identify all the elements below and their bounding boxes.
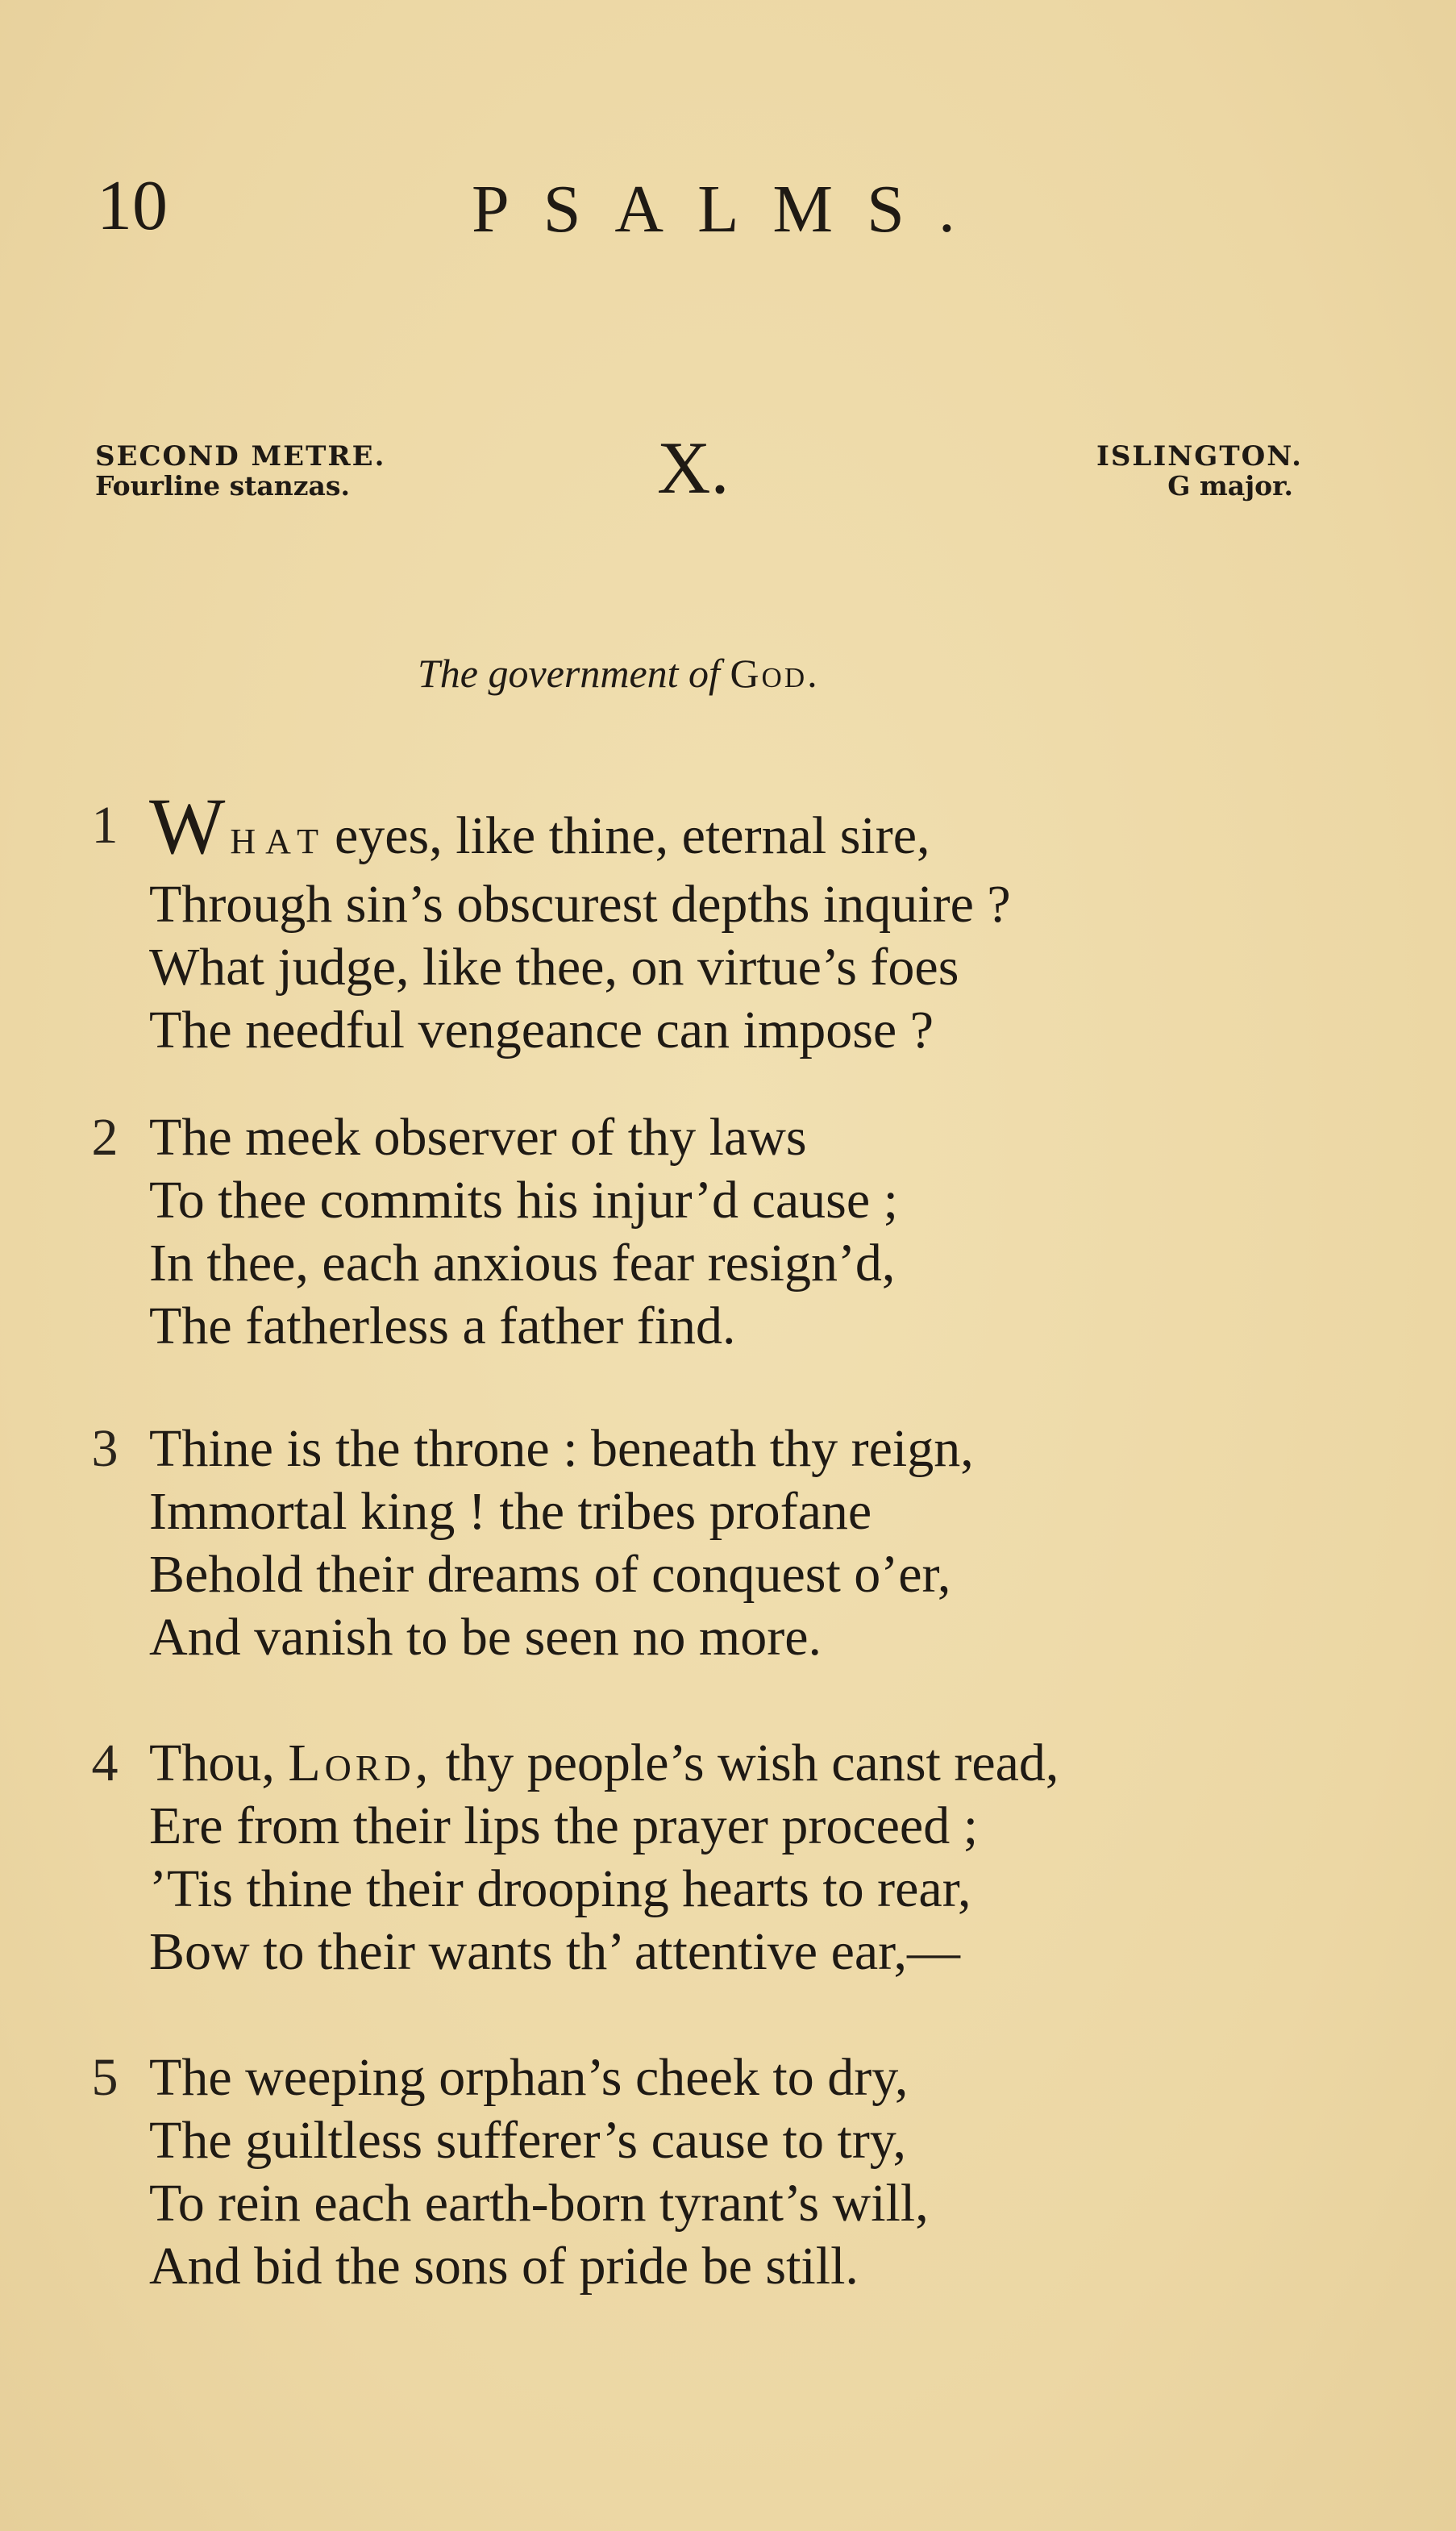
stanza-number: 1	[91, 796, 119, 855]
psalm-subject	[418, 651, 820, 696]
verse-line: And vanish to be seen no more.	[149, 1608, 822, 1667]
subject-word: government	[488, 651, 679, 696]
tune-info	[1096, 442, 1303, 502]
stanza-lines	[149, 2046, 929, 2298]
drop-cap: W	[149, 781, 226, 871]
verse-line: Through sin’s obscurest depths inquire ?	[149, 875, 1011, 934]
verse-line: Behold their dreams of conquest o’er,	[149, 1545, 951, 1604]
verse-line: ’Tis thine their drooping hearts to rear,	[149, 1859, 971, 1918]
verse-line: What judge, like thee, on virtue’s foes	[149, 938, 959, 997]
verse-line: The meek observer of thy laws	[149, 1108, 807, 1167]
verse-line	[149, 781, 1011, 873]
verse-text: Thou,	[149, 1734, 275, 1792]
verse-line: The fatherless a father find.	[149, 1297, 736, 1355]
stanza-number: 4	[91, 1734, 119, 1792]
verse-line: And bid the sons of pride be still.	[149, 2237, 859, 2296]
verse-text: eyes, like thine, eternal sire,	[334, 806, 930, 865]
metre-label: SECOND METRE.	[95, 440, 386, 472]
tune-name: ISLINGTON.	[1096, 440, 1303, 472]
verse-text: thy people’s wish canst read,	[445, 1734, 1059, 1792]
stanza-lines	[149, 781, 1011, 1062]
verse-line: Thine is the throne : beneath thy reign,	[149, 1419, 974, 1478]
verse-line: Immortal king ! the tribes profane	[149, 1482, 872, 1541]
verse-line	[149, 1732, 1059, 1795]
verse-line: The weeping orphan’s cheek to dry,	[149, 2048, 909, 2107]
subject-word: God.	[730, 651, 820, 696]
subject-word: of	[688, 651, 720, 696]
stanza-lines	[149, 1106, 898, 1358]
lord-small-caps: Lord,	[288, 1734, 433, 1792]
verse-line: Bow to their wants th’ attentive ear,—	[149, 1922, 961, 1981]
stanza-number: 5	[91, 2048, 119, 2107]
metre-info	[95, 442, 385, 502]
verse-line: To rein each earth-born tyrant’s will,	[149, 2174, 929, 2233]
verse-line: In thee, each anxious fear resign’d,	[149, 1234, 896, 1293]
stanza-lines	[149, 1732, 1059, 1984]
stanza-number: 2	[91, 1108, 119, 1167]
psalm-number: X.	[657, 427, 730, 509]
verse-line: The needful vengeance can impose ?	[149, 1001, 934, 1059]
verse-line: The guiltless sufferer’s cause to try,	[149, 2111, 907, 2170]
subject-word: The	[418, 651, 478, 696]
verse-line: Ere from their lips the prayer proceed ;	[149, 1796, 979, 1855]
stanza-form-label: Fourline stanzas.	[95, 470, 350, 502]
page-number: 10	[97, 167, 168, 245]
opening-caps: HAT	[230, 822, 328, 861]
tune-key: G major.	[1167, 470, 1293, 502]
verse-line: To thee commits his injur’d cause ;	[149, 1171, 898, 1230]
stanza-lines	[149, 1417, 974, 1669]
running-head: PSALMS.	[472, 172, 989, 247]
stanza-number: 3	[91, 1419, 119, 1478]
